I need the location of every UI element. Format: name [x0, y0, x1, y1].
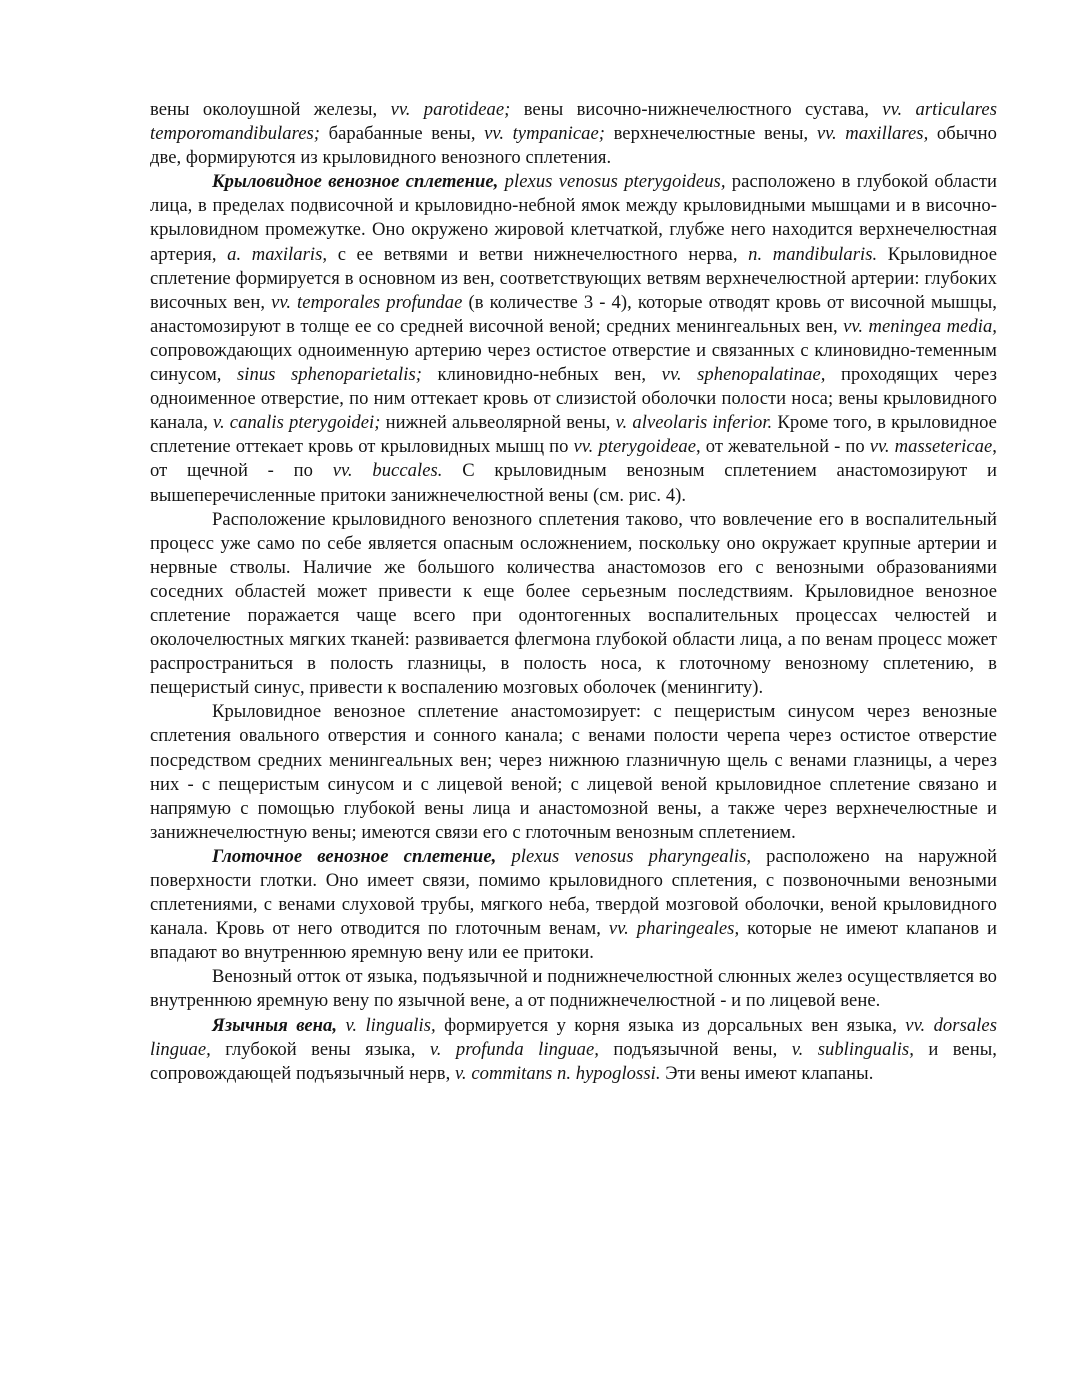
latin-term: v. commitans n. hypoglossi. — [455, 1062, 661, 1084]
text-run: (в количестве 3 - 4), которые отводят кровь от височной мышцы, анастомозируют в толще ее со средней височной веной; средних менингеальных вен, — [150, 291, 997, 337]
latin-term: v. lingualis, — [345, 1014, 436, 1036]
latin-term: vv. pharingeales, — [608, 918, 740, 940]
section-term: Крыловидное венозное сплетение, — [212, 171, 499, 193]
latin-term: vv. buccales. — [332, 460, 443, 482]
text-run: Крыловидное сплетение формируется в основном из вен, соответствующих ветвям верхнечелюстной артерии: глубоких височных вен, — [150, 243, 998, 313]
latin-term: n. mandibularis. — [748, 243, 878, 265]
latin-term: v. alveolaris inferior. — [615, 412, 773, 434]
text-run: сопровождающих одноименную артерию через остистое отверстие и связанных с клиновидно-теменным синусом, — [150, 339, 997, 386]
text-run: обычно две, формируются из крыловидного венозного сплетения. — [150, 123, 997, 169]
text-run: верхнечелюстные вены, — [605, 123, 817, 145]
paragraph — [150, 845, 997, 965]
text-run — [496, 846, 511, 867]
latin-term: a. maxilaris, — [227, 243, 328, 265]
text-run: Эти вены имеют клапаны. — [660, 1062, 874, 1084]
latin-term: vv. articulares temporomandibulares; — [150, 99, 997, 145]
text-run: которые не имеют клапанов и впадают во внутреннюю яремную вену или ее притоки. — [150, 918, 998, 964]
latin-term: plexus venosus pharyngealis, — [511, 845, 752, 867]
text-run: Расположение крыловидного венозного сплетения таково, что вовлечение его в воспалительный процесс уже само по себе является опасным осложнением, поскольку оно окружает крупные артерии и нервные стволы. Наличие же большого количества анастомозов его с венозными образованиями соседних областей может привести к еще более серьезным последствиям. Крыловидное венозное сплетение поражается чаще всего при одонтогенных воспалительных процессах челюстей и околочелюстных мягких тканей: развивается флегмона глубокой области лица, а по венам процесс может распространиться в полость глазницы, в полость носа, к глоточному венозному сплетению, в пещеристый синус, привести к воспалению мозговых оболочек (менингиту). — [150, 508, 997, 699]
paragraph — [150, 170, 997, 507]
text-run: нижней альвеолярной вены, — [380, 412, 616, 434]
latin-term: v. canalis pterygoidei; — [213, 412, 381, 434]
latin-term: vv. meningea media, — [843, 315, 997, 337]
latin-term: plexus venosus pterygoideus, — [504, 171, 726, 193]
text-run: , от жевательной - по — [696, 436, 870, 458]
latin-term: vv. temporales profundae — [271, 291, 463, 313]
text-run: расположено в глубокой области лица, в пределах подвисочной и крыловидно-небной ямок между крыловидными мышцами и в височно-крыловидном промежутке. Оно окружено жировой клетчаткой, глубже него находится верхнечелюстная артерия, — [150, 171, 997, 265]
text-run: Венозный отток от языка, подъязычной и поднижнечелюстной слюнных желез осуществляется во внутреннюю яремную вену по язычной вене, а от поднижнечелюстной - и по лицевой вене. — [150, 966, 997, 1012]
section-term: Язычныя вена, — [212, 1014, 338, 1036]
latin-term: vv. pterygoideae — [573, 436, 697, 458]
paragraph — [150, 965, 997, 1013]
text-run: вены околоушной железы, — [150, 99, 391, 120]
text-run: с ее ветвями и ветви нижнечелюстного нерва, — [327, 243, 749, 265]
text-run: С крыловидным венозным сплетением анастомозируют и вышеперечисленные притоки занижнечелюстной вены (см. рис. 4). — [150, 460, 997, 506]
paragraph — [150, 1014, 997, 1086]
section-term: Глоточное венозное сплетение, — [212, 845, 497, 867]
text-run: Крыловидное венозное сплетение анастомозирует: с пещеристым синусом через венозные сплетения овального отверстия и сонного канала; с венами полости черепа через остистое отверстие посредством средних менингеальных вен; через нижнюю глазничную щель с венами глазницы, а через них - с пещеристым синусом и с лицевой веной; с лицевой веной крыловидное сплетение связано и напрямую с помощью глубокой вены лица и анастомозной вены, а также через верхнечелюстные и занижнечелюстную вены; имеются связи его с глоточным венозным сплетением. — [150, 701, 997, 843]
text-run: вены височно-нижнечелюстного сустава, — [510, 99, 883, 120]
text-run: формируется у корня языка из дорсальных вен языка, — [435, 1014, 906, 1036]
paragraph — [150, 700, 997, 845]
text-run: и вены, сопровождающей подъязычный нерв, — [150, 1038, 997, 1084]
paragraph — [150, 508, 997, 701]
latin-term: vv. sphenopalatinae, — [661, 364, 826, 386]
paragraph — [150, 98, 997, 170]
text-run: клиновидно-небных вен, — [421, 364, 662, 386]
latin-term: vv. dorsales linguae, — [150, 1014, 998, 1060]
text-run: проходящих через одноименное отверстие, по ним оттекает кровь от слизистой оболочки полости носа; вены крыловидного канала, — [150, 364, 997, 434]
document-page — [150, 98, 997, 1086]
latin-term: vv. massetericae — [869, 436, 993, 458]
text-run: глубокой вены языка, — [210, 1038, 430, 1060]
latin-term: vv. maxillares, — [816, 123, 929, 145]
text-run: расположено на наружной поверхности глотки. Оно имеет связи, помимо крыловидного сплетения, с позвоночными венозными сплетениями, с венами слуховой трубы, мягкого неба, твердой мозговой оболочки, веной крыловидного канала. Кровь от него отводится по глоточным венам, — [150, 845, 997, 940]
latin-term: v. profunda linguae, — [429, 1038, 599, 1060]
latin-term: v. sublingualis, — [791, 1038, 914, 1060]
latin-term: sinus sphenoparietalis; — [236, 364, 422, 386]
text-run: барабанные вены, — [320, 123, 485, 145]
text-run: , от щечной - по — [150, 436, 997, 482]
latin-term: vv. tympanicae; — [484, 123, 606, 145]
text-run: Кроме того, в крыловидное сплетение оттекает кровь от крыловидных мышц по — [150, 412, 997, 458]
text-run: подъязычной вены, — [598, 1038, 792, 1060]
latin-term: vv. parotideae; — [390, 99, 511, 120]
